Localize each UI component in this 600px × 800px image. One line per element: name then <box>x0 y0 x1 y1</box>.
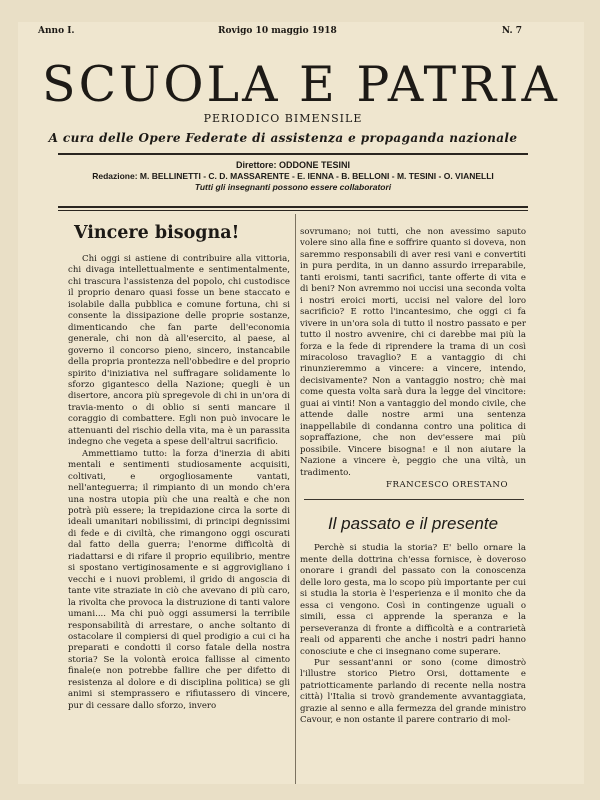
director-line: Direttore: ODDONE TESINI <box>235 160 350 170</box>
newspaper-title: SCUOLA E PATRIA <box>42 56 560 113</box>
header-rule-thin <box>58 210 528 211</box>
article-title-passato: Il passato e il presente <box>327 514 499 534</box>
article-paragraph: Ammettiamo tutto: la forza d'inerzia di abiti mentali e sentimenti studiosamente acquisiti, coltivati, e orgogliosamente vantati, nell'anteguerra; il rimpianto di un mondo ch'era una nostra utopia più che una realtà e che non potrà più essere; la trepidazione circa la sorte di ideali umanitari nobilissimi, di principi degnissimi di fede e di civiltà, che rimangono oggi oscurati dal fatto della guerra; l'enorme difficoltà di riadattarsi e di rifare il proprio equilibrio, mentre si spostano vertiginosamente e si aggrovigliano i vecchi e i nuovi problemi, il grido di angoscia di tante vite straziate in ciò che avevano di più caro, la rivolta che provoca la distruzione di tanti valore umani.... Ma chi può oggi assumersi la terribile responsabilità di arrestare, o anche soltanto di ostacolare il compiersi di quel prodigio a cui ci ha preparati e condotti il corso fatale della nostra storia? Se la volontà eroica fallisse al cimento finale(e non potrebbe fallire che per difetto di resistenza al dolore e di disciplina politica) se gli animi si stemprassero e rifiutassero di vincere, pur di cessare dallo sforzo, invero <box>68 448 290 711</box>
issue-date: Rovigo 10 maggio 1918 <box>218 26 337 36</box>
left-column <box>68 222 290 712</box>
editorial-board <box>58 160 528 193</box>
masthead <box>42 56 560 145</box>
column-separator <box>295 214 296 784</box>
article-signature: FRANCESCO ORESTANO <box>386 479 508 490</box>
masthead-rule <box>58 153 528 155</box>
contributors-note: Tutti gli insegnanti possono essere collaboratori <box>194 182 392 192</box>
issue-year: Anno I. <box>38 26 75 36</box>
article-paragraph: Chi oggi si astiene di contribuire alla vittoria, chi divaga intellettualmente e sentimentalmente, chi trascura l'assistenza del popolo, chi custodisce il proprio denaro quasi fosse un bene staccato e isolabile dalla pubblica e comune fortuna, chi si consente la dissipazione delle proprie sostanze, dimenticando che fan parte dell'economia generale, chi non dà all'esercito, al paese, al governo il concorso pieno, sincero, instancabile della propria prontezza nell'obbedire e del proprio spirito d'iniziativa nel suffragare solidamente lo sforzo gigantesco della Nazione; quegli è un disertore, ancora più spregevole di chi in un'ora di travia-mento o di oblio si senti mancare il coraggio di combattere. Egli non può invocare le attenuanti del rischio della vita, ma è un parassita indegno che vegeta a spese dell'altrui sacrificio. <box>68 254 290 448</box>
newspaper-tagline: A cura delle Opere Federate di assistenza e propaganda nazionale <box>48 131 518 145</box>
article-paragraph: Perchè si studia la storia? E' bello ornare la mente della dottrina ch'essa fornisce, è doveroso onorare i grandi del passato con la conoscenza delle loro gesta, ma lo scopo più importante per cui si studia la storia è l'esperienza e il monito che da essa ci vengono. Così in contingenze uguali o simili, essa ci apprende la speranza e la perseveranza di fronte a difficoltà e a contrarietà reali od apparenti che anche i nostri padri hanno conosciute e che ci insegnano come superare. <box>300 543 526 657</box>
article-paragraph: Pur sessant'anni or sono (come dimostrò l'illustre storico Pietro Orsi, dottamente e patriotticamente parlando di recente nella nostra città) l'Italia si trovò grandemente avvantaggiata, grazie al senno e alla fermezza del grande ministro Cavour, e non ostante il parere contrario di mol- <box>300 657 526 726</box>
article-divider <box>304 499 524 500</box>
article-continuation: sovrumano; noi tutti, che non avessimo saputo volere sino alla fine e soffrire quanto si doveva, non saremmo responsabili di aver resi vani e convertiti in pura perdita, in un danno assurdo irreparabile, tanti eroismi, tanti sacrifici, tante offerte di vita e di beni? Non avremmo noi uccisi una seconda volta i nostri eroici morti, uccisi nel valore del loro sacrificio? E rotto l'incantesimo, che oggi ci fa vivere in un'ora sola di tutto il nostro passato e per tutto il nostro avvenire, chi ci darebbe mai più la forza e la fede di riprendere la trama di un così miracoloso travaglio? E a vantaggio di chi rinunzieremmo a vincere: a vincere, intendo, decisivamente? Non a vantaggio nostro; chè mai come questa volta sarà dura la legge del vincitore: guai ai vinti! Non a vantaggio del mondo civile, che attende dalle nostre armi una sentenza inappellabile di condanna contro una politica di sopraffazione, che non dev'essere mai più possibile. Vincere bisogna! e il non aiutare la Nazione a vincere è, peggio che una viltà, un tradimento. <box>300 227 526 478</box>
issue-number: N. 7 <box>501 26 522 36</box>
right-column <box>300 227 526 727</box>
newspaper-subtitle: PERIODICO BIMENSILE <box>203 112 363 125</box>
editorial-staff-line: Redazione: M. BELLINETTI - C. D. MASSARENTE - E. IENNA - B. BELLONI - M. TESINI - O. VIANELLI <box>92 171 494 181</box>
header-line <box>38 22 522 40</box>
article-title-vincere: Vincere bisogna! <box>74 223 240 243</box>
header-rule-thick <box>58 206 528 208</box>
